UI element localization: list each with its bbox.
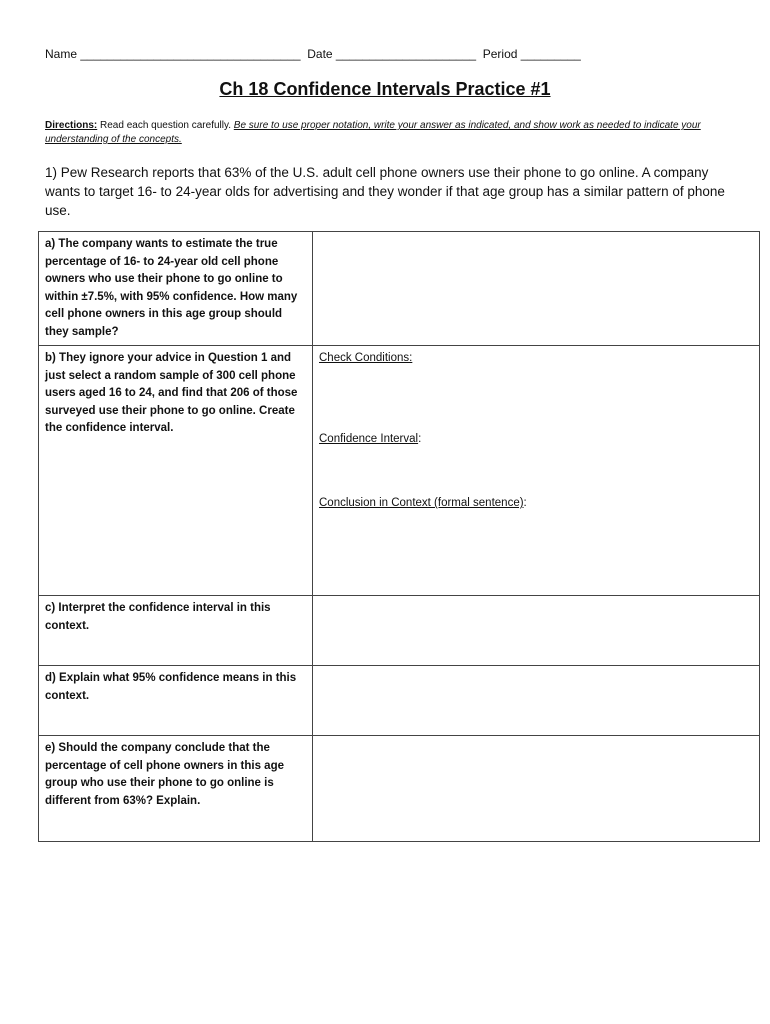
- part-c-prompt: c) Interpret the confidence interval in this context.: [39, 596, 313, 666]
- table-row-b: [39, 346, 760, 596]
- part-a-prompt: a) The company wants to estimate the true percentage of 16- to 24-year old cell phone owners who use their phone to go online to within ±7.5%, with 95% confidence. How many cell phone owners in this age group should they sample?: [39, 232, 313, 346]
- part-b-answer-box[interactable]: [313, 346, 760, 596]
- part-c-answer-box[interactable]: [313, 596, 760, 666]
- directions-text: Read each question carefully.: [97, 120, 234, 131]
- table-row-e: [39, 736, 760, 842]
- part-b-prompt: b) They ignore your advice in Question 1 and just select a random sample of 300 cell phone users aged 16 to 24, and find that 206 of those surveyed use their phone to go online. Create the confidence interval.: [39, 346, 313, 596]
- table-row-d: [39, 666, 760, 736]
- check-conditions-label: Check Conditions:: [319, 352, 413, 364]
- part-d-answer-box[interactable]: [313, 666, 760, 736]
- directions: [45, 119, 715, 147]
- directions-label: Directions:: [45, 120, 98, 131]
- confidence-interval-label: Confidence Interval: [319, 433, 419, 445]
- question-table: [38, 231, 760, 842]
- confidence-interval-colon: :: [418, 433, 422, 445]
- worksheet-title: Ch 18 Confidence Intervals Practice #1: [219, 79, 551, 99]
- directions-emphasis: Be sure to use proper notation, write your answer as indicated, and show work as needed to indicate your understanding of the concepts.: [45, 120, 701, 145]
- part-e-prompt: e) Should the company conclude that the percentage of cell phone owners in this age group who use their phone to go online is different from 63%? Explain.: [39, 736, 313, 842]
- part-d-prompt: d) Explain what 95% confidence means in this context.: [39, 666, 313, 736]
- part-e-answer-box[interactable]: [313, 736, 760, 842]
- question-1-text: 1) Pew Research reports that 63% of the U.S. adult cell phone owners use their phone to go online. A company wants to target 16- to 24-year olds for advertising and they wonder if that age group has a similar pattern of phone use.: [45, 165, 725, 218]
- conclusion-colon: :: [523, 497, 527, 509]
- part-a-answer-box[interactable]: [313, 232, 760, 346]
- table-row-a: [39, 232, 760, 346]
- table-row-c: [39, 596, 760, 666]
- student-info-line: Name _________________________________ Date _____________________ Period _________: [45, 47, 581, 61]
- conclusion-label: Conclusion in Context (formal sentence): [319, 497, 524, 509]
